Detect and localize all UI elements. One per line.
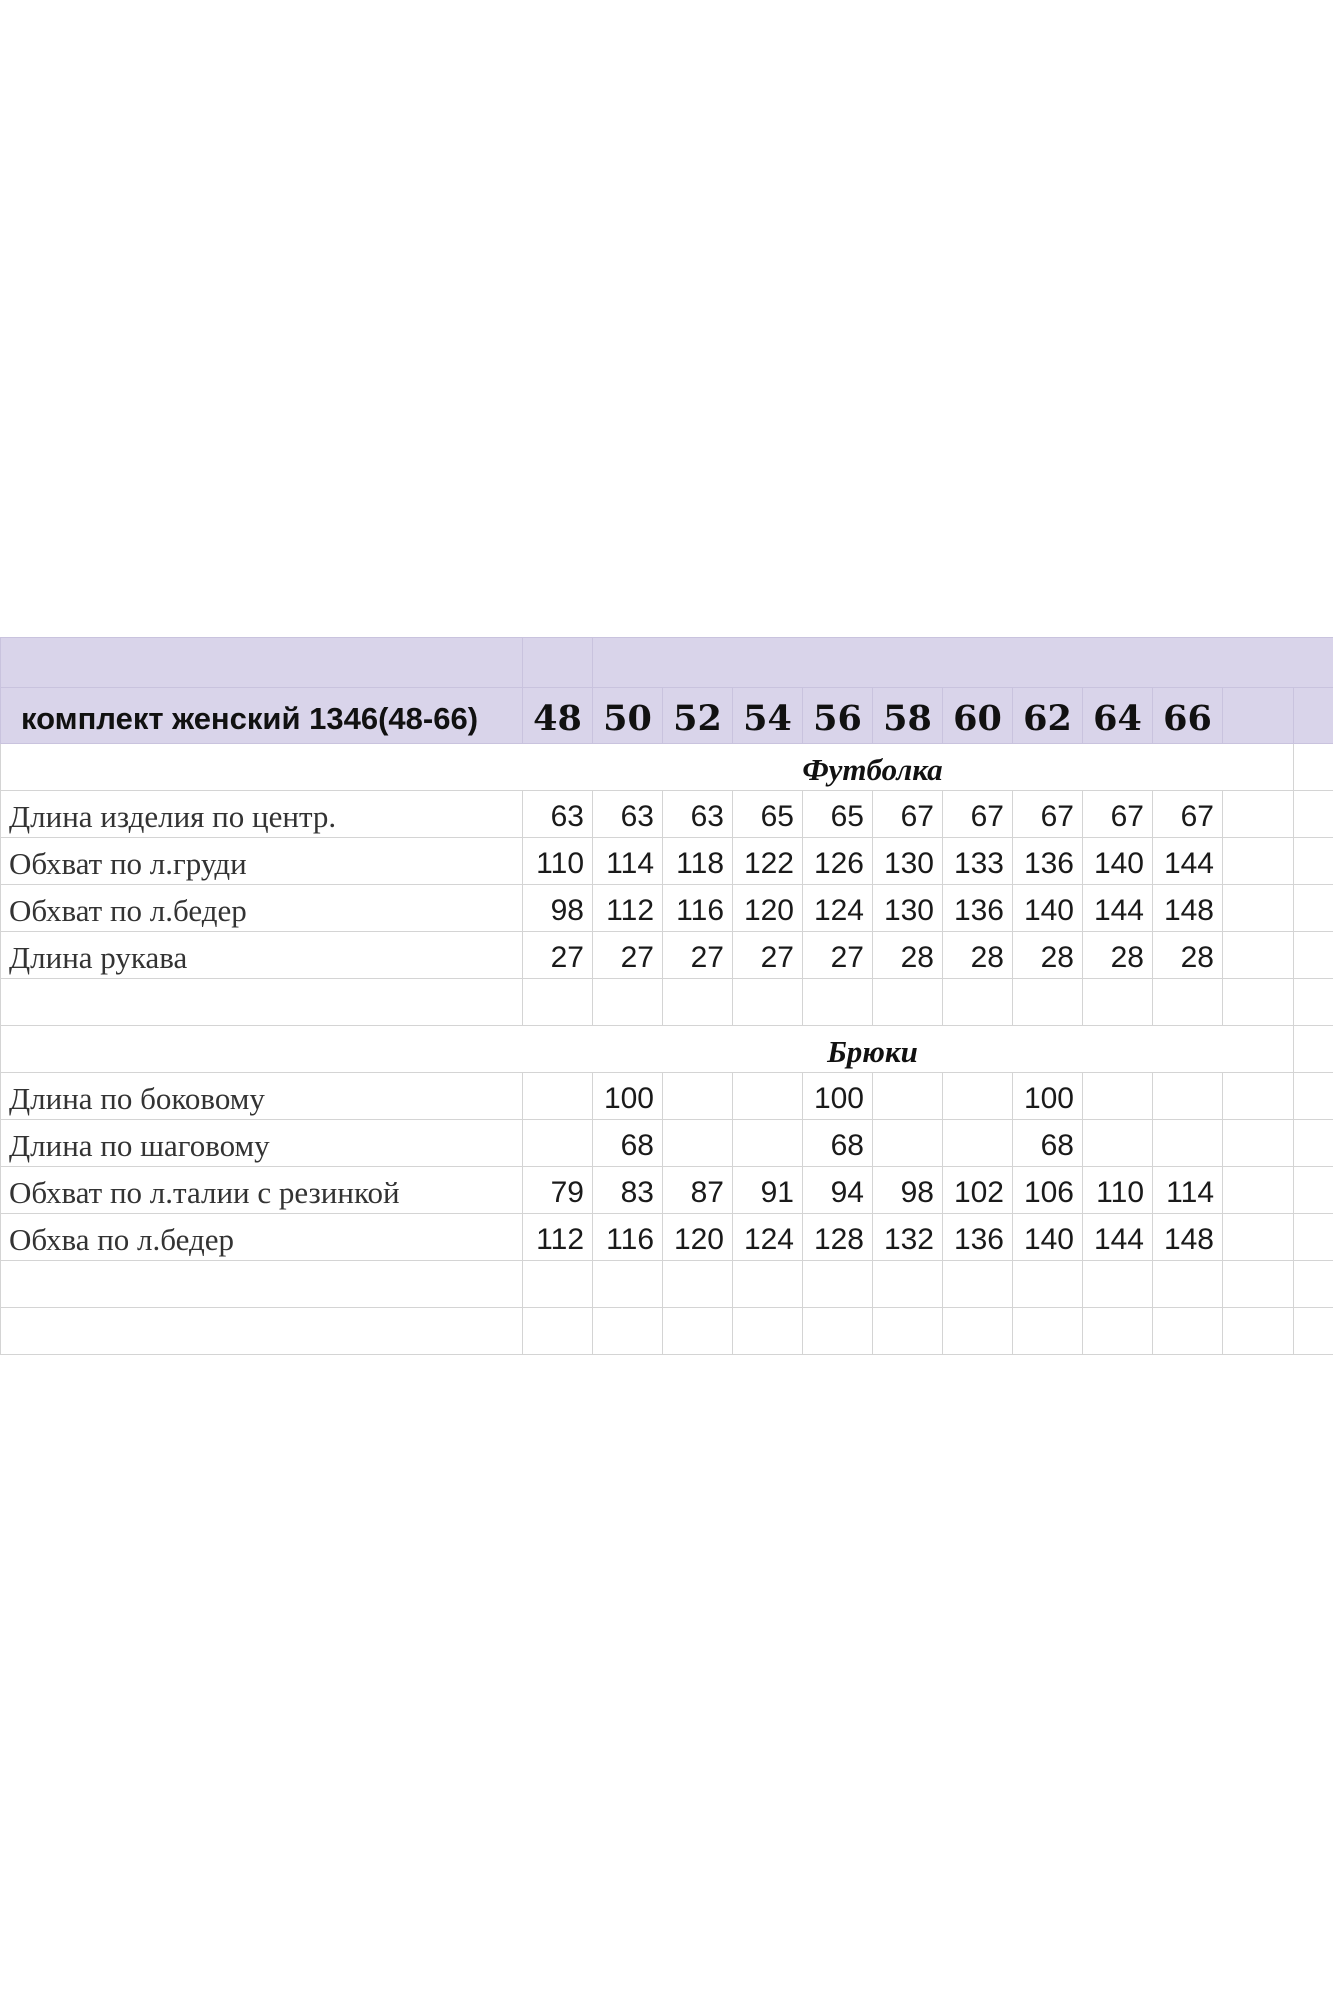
measurement-cell [733, 1120, 803, 1167]
measurement-cell: 136 [1013, 838, 1083, 885]
section-title: Брюки [523, 1026, 1223, 1073]
measurement-cell: 136 [943, 1214, 1013, 1261]
empty-cell [1153, 1308, 1223, 1355]
measurement-cell: 144 [1083, 885, 1153, 932]
measurement-cell: 140 [1083, 838, 1153, 885]
measurement-cell: 133 [943, 838, 1013, 885]
size-header-cell: 50 [593, 688, 663, 744]
empty-cell [1294, 744, 1333, 791]
empty-cell [1223, 838, 1294, 885]
section-title-row [1, 1026, 1333, 1073]
empty-cell [1153, 979, 1223, 1026]
measurement-cell: 140 [1013, 1214, 1083, 1261]
empty-cell [803, 1261, 873, 1308]
measurement-cell: 98 [523, 885, 593, 932]
measurement-cell: 63 [593, 791, 663, 838]
row-label: Длина изделия по центр. [1, 791, 523, 838]
measurement-cell: 67 [1083, 791, 1153, 838]
empty-cell [733, 1261, 803, 1308]
measurement-cell [523, 1120, 593, 1167]
measurement-cell [1083, 1073, 1153, 1120]
empty-row [1, 1261, 1333, 1308]
empty-cell [1223, 1120, 1294, 1167]
header-top-cell [523, 638, 593, 688]
size-chart-sheet [0, 637, 1333, 1355]
measurement-cell: 100 [593, 1073, 663, 1120]
size-header-cell: 56 [803, 688, 873, 744]
measurement-cell: 83 [593, 1167, 663, 1214]
row-label: Длина по боковому [1, 1073, 523, 1120]
header-top-cell [593, 638, 1333, 688]
empty-cell [1294, 1073, 1333, 1120]
header-top-cell [1, 638, 523, 688]
row-label: Длина по шаговому [1, 1120, 523, 1167]
empty-cell [1083, 1261, 1153, 1308]
empty-cell [1223, 791, 1294, 838]
measurement-cell: 116 [663, 885, 733, 932]
empty-cell [1294, 979, 1333, 1026]
section-title-row [1, 744, 1333, 791]
header-top-row [1, 638, 1333, 688]
measurement-cell: 67 [943, 791, 1013, 838]
measurement-cell: 68 [803, 1120, 873, 1167]
size-header-cell: 52 [663, 688, 733, 744]
empty-cell [1294, 791, 1333, 838]
table-row [1, 791, 1333, 838]
size-header-cell: 62 [1013, 688, 1083, 744]
empty-cell [523, 979, 593, 1026]
row-label: Обхват по л.груди [1, 838, 523, 885]
size-header-cell: 60 [943, 688, 1013, 744]
measurement-cell: 126 [803, 838, 873, 885]
measurement-cell: 132 [873, 1214, 943, 1261]
table-row [1, 1120, 1333, 1167]
measurement-cell: 27 [663, 932, 733, 979]
empty-cell [1294, 1308, 1333, 1355]
size-chart-table [0, 637, 1333, 1355]
size-header-cell: 66 [1153, 688, 1223, 744]
empty-cell [1294, 838, 1333, 885]
table-row [1, 838, 1333, 885]
measurement-cell: 68 [1013, 1120, 1083, 1167]
measurement-cell: 65 [803, 791, 873, 838]
measurement-cell [1153, 1073, 1223, 1120]
empty-cell [593, 979, 663, 1026]
measurement-cell: 94 [803, 1167, 873, 1214]
size-header-cell: 64 [1083, 688, 1153, 744]
size-header-row [1, 688, 1333, 744]
chart-title: комплект женский 1346(48-66) [1, 688, 523, 744]
row-label: Обхва по л.бедер [1, 1214, 523, 1261]
measurement-cell: 27 [803, 932, 873, 979]
size-header-cell: 58 [873, 688, 943, 744]
measurement-cell: 79 [523, 1167, 593, 1214]
empty-cell [943, 1308, 1013, 1355]
measurement-cell: 28 [1153, 932, 1223, 979]
measurement-cell: 27 [523, 932, 593, 979]
measurement-cell: 114 [593, 838, 663, 885]
measurement-cell: 140 [1013, 885, 1083, 932]
empty-cell [1223, 1026, 1294, 1073]
empty-cell [593, 1261, 663, 1308]
empty-cell [1223, 1214, 1294, 1261]
table-row [1, 932, 1333, 979]
measurement-cell: 144 [1153, 838, 1223, 885]
measurement-cell: 122 [733, 838, 803, 885]
empty-cell [1, 1308, 523, 1355]
measurement-cell: 67 [873, 791, 943, 838]
empty-cell [1294, 1120, 1333, 1167]
measurement-cell [663, 1073, 733, 1120]
measurement-cell: 128 [803, 1214, 873, 1261]
measurement-cell [943, 1073, 1013, 1120]
empty-header-cell [1223, 688, 1294, 744]
measurement-cell: 27 [733, 932, 803, 979]
measurement-cell: 28 [1083, 932, 1153, 979]
measurement-cell: 120 [663, 1214, 733, 1261]
empty-cell [1223, 1073, 1294, 1120]
measurement-cell: 63 [523, 791, 593, 838]
table-row [1, 1073, 1333, 1120]
measurement-cell: 144 [1083, 1214, 1153, 1261]
empty-cell [663, 979, 733, 1026]
empty-cell [803, 1308, 873, 1355]
empty-cell [1223, 885, 1294, 932]
measurement-cell: 67 [1153, 791, 1223, 838]
empty-row [1, 979, 1333, 1026]
empty-cell [1013, 1308, 1083, 1355]
measurement-cell: 28 [873, 932, 943, 979]
measurement-cell: 112 [523, 1214, 593, 1261]
empty-cell [1013, 1261, 1083, 1308]
empty-cell [943, 979, 1013, 1026]
empty-cell [1083, 979, 1153, 1026]
measurement-cell: 136 [943, 885, 1013, 932]
measurement-cell: 110 [1083, 1167, 1153, 1214]
empty-cell [733, 979, 803, 1026]
measurement-cell [523, 1073, 593, 1120]
empty-cell [663, 1261, 733, 1308]
empty-cell [593, 1308, 663, 1355]
measurement-cell: 124 [733, 1214, 803, 1261]
measurement-cell: 98 [873, 1167, 943, 1214]
empty-cell [1294, 1026, 1333, 1073]
empty-cell [1153, 1261, 1223, 1308]
row-label: Обхват по л.бедер [1, 885, 523, 932]
measurement-cell [1083, 1120, 1153, 1167]
measurement-cell: 148 [1153, 885, 1223, 932]
empty-cell [1294, 1167, 1333, 1214]
measurement-cell: 106 [1013, 1167, 1083, 1214]
empty-cell [1294, 932, 1333, 979]
measurement-cell: 118 [663, 838, 733, 885]
measurement-cell: 100 [803, 1073, 873, 1120]
empty-cell [1294, 885, 1333, 932]
table-row [1, 885, 1333, 932]
empty-cell [523, 1261, 593, 1308]
empty-cell [1223, 932, 1294, 979]
measurement-cell [873, 1073, 943, 1120]
empty-row [1, 1308, 1333, 1355]
measurement-cell: 120 [733, 885, 803, 932]
size-header-cell: 54 [733, 688, 803, 744]
measurement-cell [943, 1120, 1013, 1167]
table-row [1, 1167, 1333, 1214]
empty-cell [1083, 1308, 1153, 1355]
empty-cell [1, 1026, 523, 1073]
measurement-cell: 130 [873, 838, 943, 885]
empty-cell [873, 1308, 943, 1355]
section-title: Футболка [523, 744, 1223, 791]
measurement-cell: 67 [1013, 791, 1083, 838]
measurement-cell [1153, 1120, 1223, 1167]
measurement-cell: 65 [733, 791, 803, 838]
measurement-cell: 102 [943, 1167, 1013, 1214]
empty-cell [873, 1261, 943, 1308]
empty-cell [1223, 979, 1294, 1026]
table-body [1, 638, 1333, 1355]
empty-cell [943, 1261, 1013, 1308]
measurement-cell: 110 [523, 838, 593, 885]
empty-cell [1223, 1167, 1294, 1214]
table-row [1, 1214, 1333, 1261]
measurement-cell: 28 [1013, 932, 1083, 979]
row-label: Обхват по л.талии с резинкой [1, 1167, 523, 1214]
measurement-cell: 148 [1153, 1214, 1223, 1261]
empty-cell [803, 979, 873, 1026]
empty-cell [1, 744, 523, 791]
empty-cell [523, 1308, 593, 1355]
empty-cell [663, 1308, 733, 1355]
empty-cell [873, 979, 943, 1026]
empty-cell [1013, 979, 1083, 1026]
measurement-cell [663, 1120, 733, 1167]
measurement-cell: 124 [803, 885, 873, 932]
measurement-cell: 130 [873, 885, 943, 932]
empty-cell [733, 1308, 803, 1355]
measurement-cell: 112 [593, 885, 663, 932]
measurement-cell: 91 [733, 1167, 803, 1214]
measurement-cell: 116 [593, 1214, 663, 1261]
empty-cell [1, 1261, 523, 1308]
empty-cell [1223, 744, 1294, 791]
row-label: Длина рукава [1, 932, 523, 979]
empty-cell [1223, 1261, 1294, 1308]
measurement-cell: 114 [1153, 1167, 1223, 1214]
empty-cell [1223, 1308, 1294, 1355]
measurement-cell: 100 [1013, 1073, 1083, 1120]
empty-cell [1, 979, 523, 1026]
measurement-cell: 28 [943, 932, 1013, 979]
size-header-cell: 48 [523, 688, 593, 744]
measurement-cell: 87 [663, 1167, 733, 1214]
measurement-cell [733, 1073, 803, 1120]
empty-header-cell [1294, 688, 1333, 744]
empty-cell [1294, 1214, 1333, 1261]
measurement-cell [873, 1120, 943, 1167]
measurement-cell: 27 [593, 932, 663, 979]
measurement-cell: 63 [663, 791, 733, 838]
empty-cell [1294, 1261, 1333, 1308]
measurement-cell: 68 [593, 1120, 663, 1167]
